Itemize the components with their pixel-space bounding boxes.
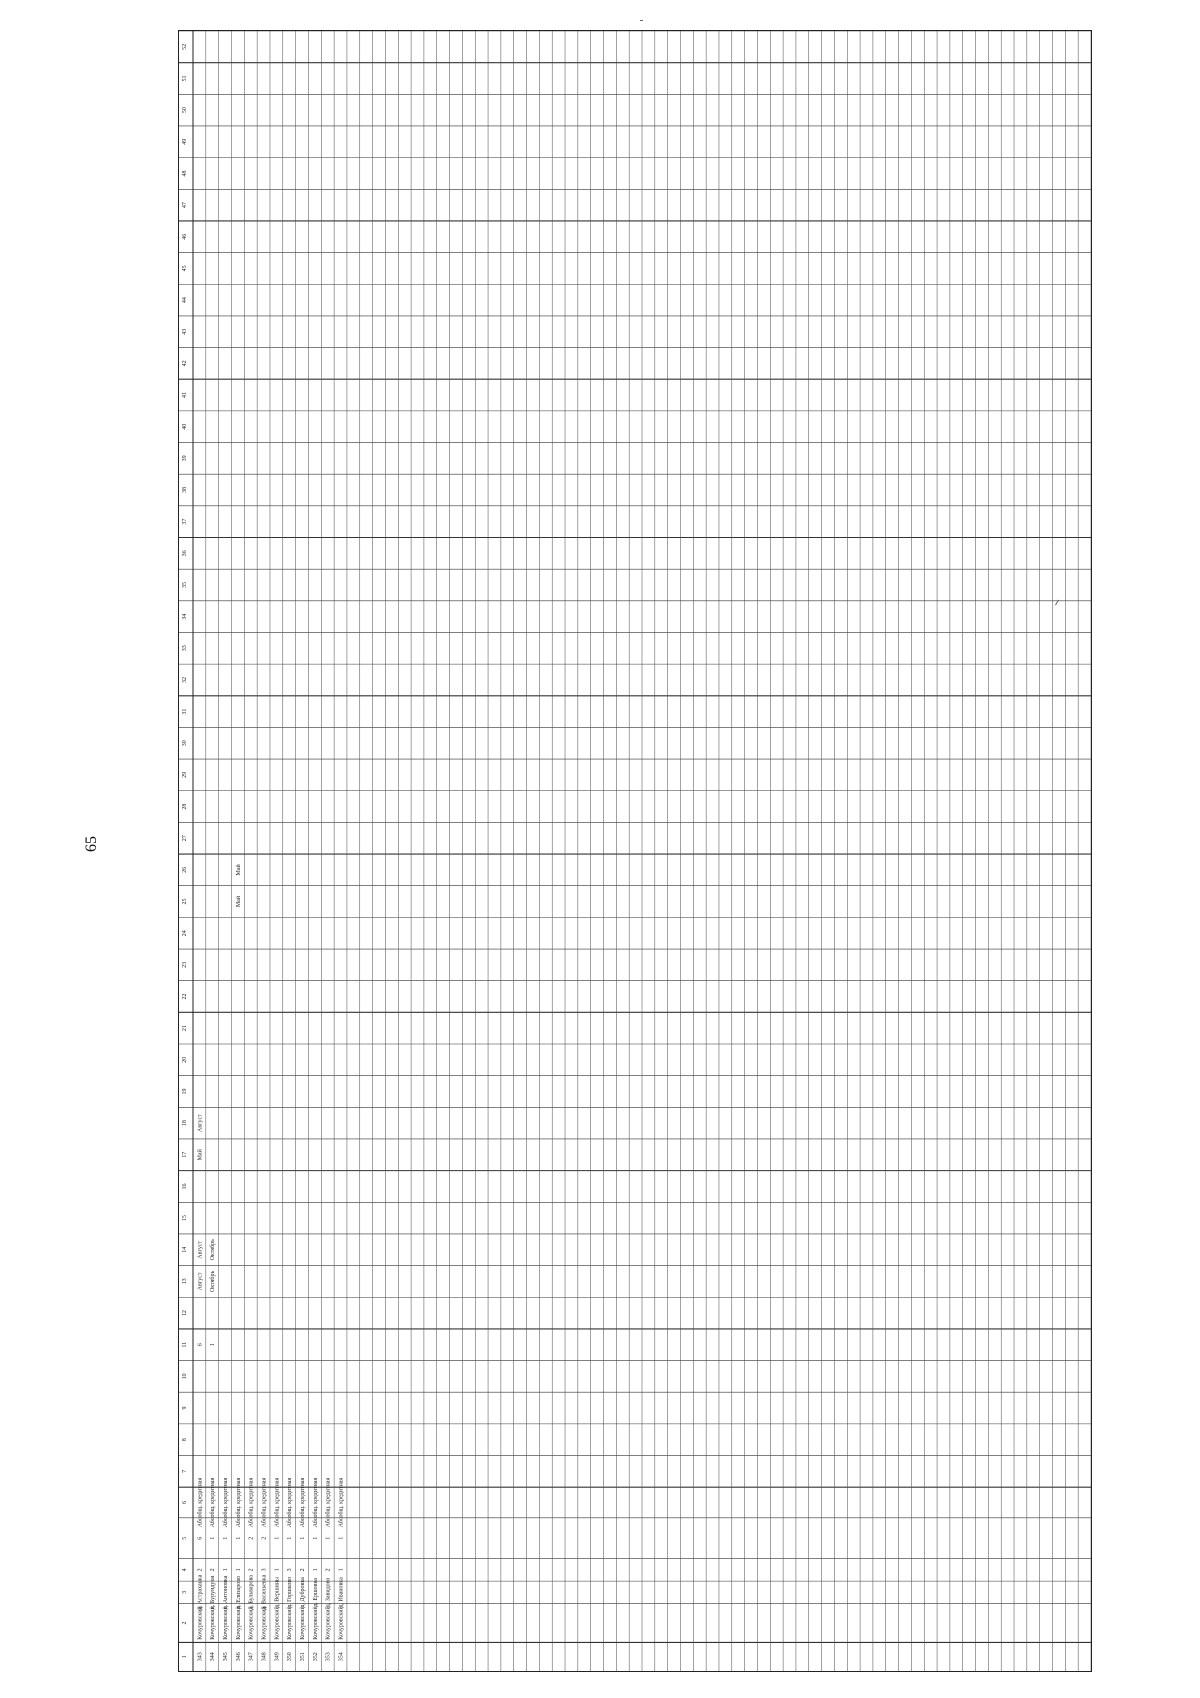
cell-row-number: 344 bbox=[210, 1652, 217, 1662]
column-number-label: 15 bbox=[182, 1215, 188, 1222]
cell-month: Май bbox=[235, 864, 242, 876]
column-number-label: 8 bbox=[182, 1438, 188, 1442]
column-number-label: 30 bbox=[182, 740, 188, 747]
cell-count: 2 bbox=[325, 1568, 332, 1572]
column-number-label: 32 bbox=[182, 676, 188, 683]
column-number-label: 38 bbox=[182, 487, 188, 494]
cell-count: 1 bbox=[235, 1568, 242, 1572]
column-number-label: 41 bbox=[182, 392, 188, 399]
column-number-label: 13 bbox=[182, 1278, 188, 1285]
cell-district: Кочуровский bbox=[287, 1606, 294, 1640]
column-number-label: 51 bbox=[182, 75, 188, 82]
column-number-label: 48 bbox=[182, 170, 188, 177]
cell-settlement: д. Антоновка bbox=[223, 1575, 230, 1610]
column-number-label: 34 bbox=[182, 613, 188, 620]
cell-settlement: д. Астраханка bbox=[197, 1574, 204, 1611]
cell-count: 2 bbox=[197, 1568, 204, 1572]
cell-row-number: 351 bbox=[300, 1652, 307, 1662]
column-number-label: 45 bbox=[182, 265, 188, 272]
cell-type: Абсобщ. кредитная bbox=[235, 1477, 242, 1528]
column-number-label: 18 bbox=[182, 1120, 188, 1127]
cell-district: Кочуровский bbox=[312, 1606, 319, 1640]
cell-settlement: д. Бурундуки bbox=[210, 1575, 217, 1610]
cell-count: 6 bbox=[197, 1536, 204, 1540]
cell-row-number: 352 bbox=[312, 1652, 319, 1662]
column-number-label: 2 bbox=[182, 1621, 188, 1625]
cell-settlement: д. Горшково bbox=[287, 1576, 294, 1608]
cell-count: 2 bbox=[248, 1568, 255, 1572]
cell-month: Май bbox=[197, 1149, 204, 1161]
cell-settlement: д. Бульварова bbox=[248, 1575, 255, 1610]
column-number-label: 44 bbox=[182, 297, 188, 304]
cell-district: Кочуровский bbox=[210, 1606, 217, 1640]
cell-type: Абсобщ. кредитная bbox=[287, 1477, 294, 1528]
column-number-label: 35 bbox=[182, 581, 188, 588]
cell-district: Кочуровский bbox=[248, 1606, 255, 1640]
cell-month: Август bbox=[197, 1114, 204, 1133]
cell-district: Кочуровский bbox=[325, 1606, 332, 1640]
column-number-label: 14 bbox=[182, 1246, 188, 1253]
cell-count: 2 bbox=[261, 1536, 268, 1540]
column-number-label: 5 bbox=[182, 1536, 188, 1540]
cell-district: Кочуровский bbox=[197, 1606, 204, 1640]
cell-district: Кочуровский bbox=[300, 1606, 307, 1640]
cell-type: Абсобщ. кредитная bbox=[197, 1477, 204, 1528]
cell-row-number: 350 bbox=[287, 1652, 294, 1662]
cell-row-number: 345 bbox=[223, 1652, 230, 1662]
cell-settlement: д. Елизарово bbox=[235, 1575, 242, 1609]
cell-row-number: 349 bbox=[274, 1652, 281, 1662]
column-number-label: 20 bbox=[182, 1056, 188, 1063]
column-number-label: 46 bbox=[182, 233, 188, 240]
column-number-label: 50 bbox=[182, 107, 188, 114]
column-number-label: 43 bbox=[182, 328, 188, 335]
column-number-label: 11 bbox=[182, 1341, 188, 1348]
column-number-label: 36 bbox=[182, 550, 188, 557]
column-number-label: 49 bbox=[182, 138, 188, 145]
cell-type: Абсобщ. кредитная bbox=[261, 1477, 268, 1528]
cell-count: 1 bbox=[300, 1536, 307, 1540]
cell-count: 2 bbox=[300, 1568, 307, 1572]
column-number-label: 39 bbox=[182, 455, 188, 462]
column-number-label: 23 bbox=[182, 961, 188, 968]
cell-district: Кочуровский bbox=[274, 1606, 281, 1640]
column-number-label: 16 bbox=[182, 1183, 188, 1190]
cell-type: Абсобщ. кредитная bbox=[312, 1477, 319, 1528]
column-number-label: 42 bbox=[182, 360, 188, 367]
column-number-label: 52 bbox=[182, 43, 188, 50]
table-grid bbox=[179, 31, 1091, 1671]
rotated-table bbox=[178, 30, 1092, 1672]
cell-month: Август bbox=[197, 1240, 204, 1259]
cell-count: 1 bbox=[312, 1568, 319, 1572]
cell-type: Абсобщ. кредитная bbox=[223, 1477, 230, 1528]
cell-count: 1 bbox=[325, 1536, 332, 1540]
cell-settlement: д. Ершовка bbox=[312, 1578, 319, 1607]
cell-row-number: 346 bbox=[235, 1652, 242, 1662]
column-number-label: 17 bbox=[182, 1151, 188, 1158]
cell-type: Абсобщ. кредитная bbox=[210, 1477, 217, 1528]
column-number-label: 29 bbox=[182, 771, 188, 778]
column-number-label: 4 bbox=[182, 1568, 188, 1572]
cell-month: Октябрь bbox=[210, 1239, 217, 1261]
column-number-label: 40 bbox=[182, 423, 188, 430]
cell-row-number: 343 bbox=[197, 1652, 204, 1662]
column-number-label: 9 bbox=[182, 1406, 188, 1410]
cell-district: Кочуровский bbox=[235, 1606, 242, 1640]
page-number: 65 bbox=[83, 836, 100, 852]
cell-month: Август bbox=[197, 1272, 204, 1291]
cell-count: 1 bbox=[312, 1536, 319, 1540]
column-number-label: 31 bbox=[182, 708, 188, 715]
column-number-label: 6 bbox=[182, 1501, 188, 1505]
cell-month: Май bbox=[235, 895, 242, 908]
cell-value: 6 bbox=[197, 1343, 204, 1347]
cell-settlement: д. Завидово bbox=[325, 1577, 332, 1608]
column-number-label: 25 bbox=[182, 898, 188, 905]
column-number-label: 7 bbox=[182, 1469, 188, 1473]
cell-type: Абсобщ. кредитная bbox=[300, 1477, 307, 1528]
cell-count: 1 bbox=[274, 1536, 281, 1540]
cell-count: 1 bbox=[274, 1568, 281, 1572]
cell-count: 1 bbox=[235, 1536, 242, 1540]
column-number-label: 47 bbox=[182, 202, 188, 209]
column-number-label: 33 bbox=[182, 645, 188, 652]
cell-month: Октябрь bbox=[210, 1270, 217, 1293]
cell-type: Абсобщ. кредитная bbox=[325, 1477, 332, 1528]
cell-count: 1 bbox=[287, 1536, 294, 1540]
column-number-label: 37 bbox=[182, 518, 188, 525]
cell-count: 3 bbox=[287, 1568, 294, 1572]
cell-settlement: д. Ивановка bbox=[338, 1577, 345, 1608]
cell-row-number: 353 bbox=[325, 1652, 332, 1662]
cell-type: Абсобщ. кредитная bbox=[248, 1477, 255, 1528]
cell-count: 1 bbox=[223, 1536, 230, 1540]
cell-settlement: д. Васильевка bbox=[261, 1574, 268, 1611]
column-number-label: 1 bbox=[182, 1655, 188, 1659]
column-number-label: 10 bbox=[182, 1373, 188, 1380]
cell-count: 2 bbox=[210, 1568, 217, 1572]
cell-row-number: 354 bbox=[338, 1652, 345, 1662]
cell-row-number: 347 bbox=[248, 1652, 255, 1662]
stray-mark bbox=[640, 20, 643, 21]
column-number-label: 28 bbox=[182, 803, 188, 810]
column-number-label: 21 bbox=[182, 1025, 188, 1032]
column-number-label: 22 bbox=[182, 993, 188, 1000]
cell-count: 1 bbox=[338, 1536, 345, 1540]
cell-count: 2 bbox=[248, 1536, 255, 1540]
column-number-label: 3 bbox=[182, 1590, 188, 1594]
cell-count: 1 bbox=[338, 1568, 345, 1572]
cell-count: 1 bbox=[223, 1568, 230, 1572]
cell-value: 1 bbox=[210, 1343, 217, 1347]
column-number-label: 12 bbox=[182, 1310, 188, 1317]
column-number-label: 19 bbox=[182, 1088, 188, 1095]
column-number-label: 24 bbox=[182, 930, 188, 937]
cell-district: Кочуровский bbox=[338, 1606, 345, 1640]
cell-type: Абсобщ. кредитная bbox=[274, 1477, 281, 1528]
column-number-label: 26 bbox=[182, 866, 188, 873]
cell-count: 1 bbox=[210, 1536, 217, 1540]
cell-district: Кочуровский bbox=[261, 1606, 268, 1640]
cell-settlement: д. Дубровка bbox=[300, 1577, 307, 1608]
cell-settlement: д. Вершины bbox=[274, 1576, 281, 1608]
column-number-label: 27 bbox=[182, 835, 188, 842]
cell-type: Абсобщ. кредитная bbox=[338, 1477, 345, 1528]
cell-row-number: 348 bbox=[261, 1652, 268, 1662]
cell-district: Кочуровский bbox=[223, 1606, 230, 1640]
cell-count: 3 bbox=[261, 1568, 268, 1572]
